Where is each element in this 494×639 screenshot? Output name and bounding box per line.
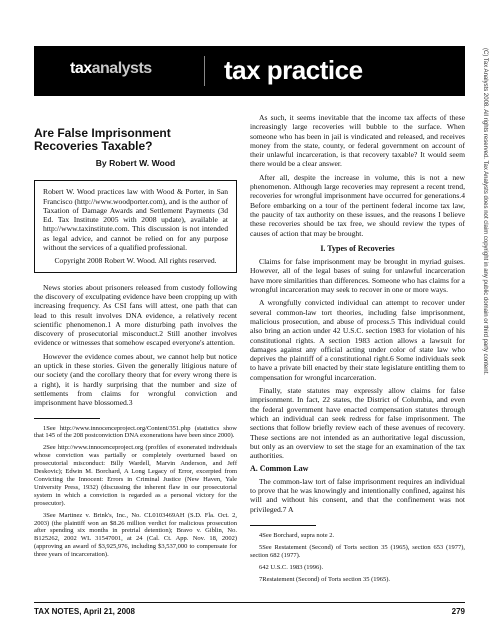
body-paragraph: As such, it seems inevitable that the income tax affects of these increasingly large recoveries will bubble to the surface. When someone who has been in jail is vindicated and released, and receives money from the state, county, or federal government on account of their unlawful incarceration, is that recovery taxable? It would seem there would be a clear answer. bbox=[250, 113, 465, 169]
masthead-banner bbox=[34, 46, 465, 96]
section-title: tax practice bbox=[224, 55, 363, 85]
body-paragraph: A wrongfully convicted individual can attempt to recover under several common-law tort theories, including false imprisonment, malicious prosecution, and abuse of process.5 This individual could also bring an action under 42 U.S.C. section 1983 for violation of his constitutional rights. A section 1983 action allows a lawsuit for damages against any official acting under color of state law who deprives the plaintiff of a constitutional right.6 Some individuals seek to have a private bill enacted by their state legislature entitling them to compensation for wrongful incarceration. bbox=[250, 298, 465, 382]
left-column bbox=[34, 127, 237, 563]
copyright-notice: Copyright 2008 Robert W. Wood. All rights reserved. bbox=[54, 256, 217, 266]
body-paragraph: Claims for false imprisonment may be brought in myriad guises. However, all of the legal bases of suing for unlawful incarceration have more similarities than differences. Someone who has claims for a wrongful incarceration may seek to recover in one or more ways. bbox=[250, 257, 465, 295]
footnote: 5See Restatement (Second) of Torts section 35 (1965), section 653 (1977), section 682 (1977). bbox=[250, 543, 465, 559]
body-paragraph: After all, despite the increase in volume, this is not a new phenomenon. Although large recoveries may represent a recent trend, recoveries for wrongful imprisonment have occurred for generations.4 Before embarking on a tour of the pertinent federal income tax law, the paucity of tax authority on these issues, and the reasons I believe these recoveries should be tax free, we should review the types of causes of action that may be brought. bbox=[250, 172, 465, 238]
footnote: 2See http://www.innocenceproject.org (profiles of exonerated individuals whose conviction was partially or completely overturned based on prosecutorial misconduct: Billy Wardell, Marvin Anderson, and Jeff Deskovic); Edwin M. Borchard, A Long Legacy of Error, excerpted from Convicting the Innocent: Errors in Criminal Justice (New Haven, Yale University Press, 1932) (discussing the inherent flaw in our prosecutorial system in which a conviction is regarded as a personal victory for the prosecutor). bbox=[34, 444, 237, 507]
copyright-sidebar bbox=[480, 48, 489, 568]
page-footer bbox=[34, 602, 465, 616]
right-column bbox=[250, 113, 465, 518]
author-bio: Robert W. Wood practices law with Wood & Porter, in San Francisco (http://www.woodporter.com), and is the author of Taxation of Damage Awards and Settlement Payments (3d Ed. Tax Institute 2005 with 2008 update), available at http://www.taxinstitute.com. This discussion is not intended as legal advice, and cannot be relied on for any purpose without the services of a qualified professional. bbox=[43, 187, 228, 253]
publication-date: TAX NOTES, April 21, 2008 bbox=[34, 607, 135, 616]
footnote-rule bbox=[34, 418, 100, 419]
copyright-sidebar-text: (C) Tax Analysts 2008. All rights reserved. Tax Analysts does not claim copyright in any public domain or third party content. bbox=[482, 48, 488, 375]
body-paragraph: The common-law tort of false imprisonment requires an individual to prove that he was knowingly and intentionally confined, against his will and without his consent, and that the confinement was not privileged.7 A bbox=[250, 476, 465, 514]
banner-divider bbox=[204, 56, 205, 86]
body-paragraph: Finally, state statutes may expressly allow claims for false imprisonment. In fact, 22 states, the District of Columbia, and even the federal government have enacted compensation statutes through which an individual can seek redress for false imprisonment. The sections that follow briefly review each of these avenues of recovery. These sections are not intended as an authoritative legal discussion, but only as an overview to set the stage for an examination of the tax authorities. bbox=[250, 386, 465, 461]
footnote: 4See Borchard, supra note 2. bbox=[259, 532, 335, 539]
footnote: 642 U.S.C. 1983 (1996). bbox=[259, 563, 324, 571]
logo-part-analysts: analysts bbox=[91, 60, 152, 77]
tax-analysts-logo bbox=[70, 60, 152, 78]
logo-part-tax: tax bbox=[70, 60, 92, 77]
footnote-rule bbox=[250, 525, 316, 526]
footnote: 3See Martinez v. Brink's, Inc., No. CL0103469AH (S.D. Fla. Oct. 2, 2003) (the plaintiff won an $8.26 million verdict for malicious prosecution after spending six months in pretrial detention); Bravo v. Giblin, No. B125262, 2002 WL 31547001, at 24 (Cal. Ct. App. Nov. 18, 2002) (approving an award of $3,925,976, including $3,537,000 to compensate for three years of incarceration). bbox=[34, 511, 237, 559]
subsection-heading: A. Common Law bbox=[250, 464, 309, 474]
article-title: Are False Imprisonment Recoveries Taxable? bbox=[34, 126, 171, 153]
page-number: 279 bbox=[451, 607, 465, 616]
footnote: 1See http://www.innocenceproject.org/Content/351.php (statistics show that 145 of the 208 postconviction DNA exonerations have been since 2000). bbox=[34, 424, 237, 440]
author-bio-box bbox=[34, 180, 237, 272]
body-paragraph: News stories about prisoners released from custody following the discovery of exculpating evidence have been cropping up with increasing frequency. As CSI fans will attest, one path that can lead to this result involves DNA evidence, a relatively recent scientific phenomenon.1 A more disturbing path involves the discovery of prosecutorial misconduct.2 Still another involves evidence or witnesses that somehow escaped everyone's attention. bbox=[34, 282, 237, 348]
article-byline: By Robert W. Wood bbox=[95, 158, 176, 168]
section-heading: I. Types of Recoveries bbox=[320, 243, 395, 253]
right-footnotes bbox=[250, 515, 465, 588]
body-paragraph: However the evidence comes about, we cannot help but notice an uptick in these stories. Given the generally litigious nature of our society (and the corollary theory that for every wrong there is a right), it is hardly surprising that the number and size of settlements from claims for wrongful conviction and imprisonment have blossomed.3 bbox=[34, 351, 237, 408]
footnote: 7Restatement (Second) of Torts section 35 (1965). bbox=[259, 575, 391, 583]
